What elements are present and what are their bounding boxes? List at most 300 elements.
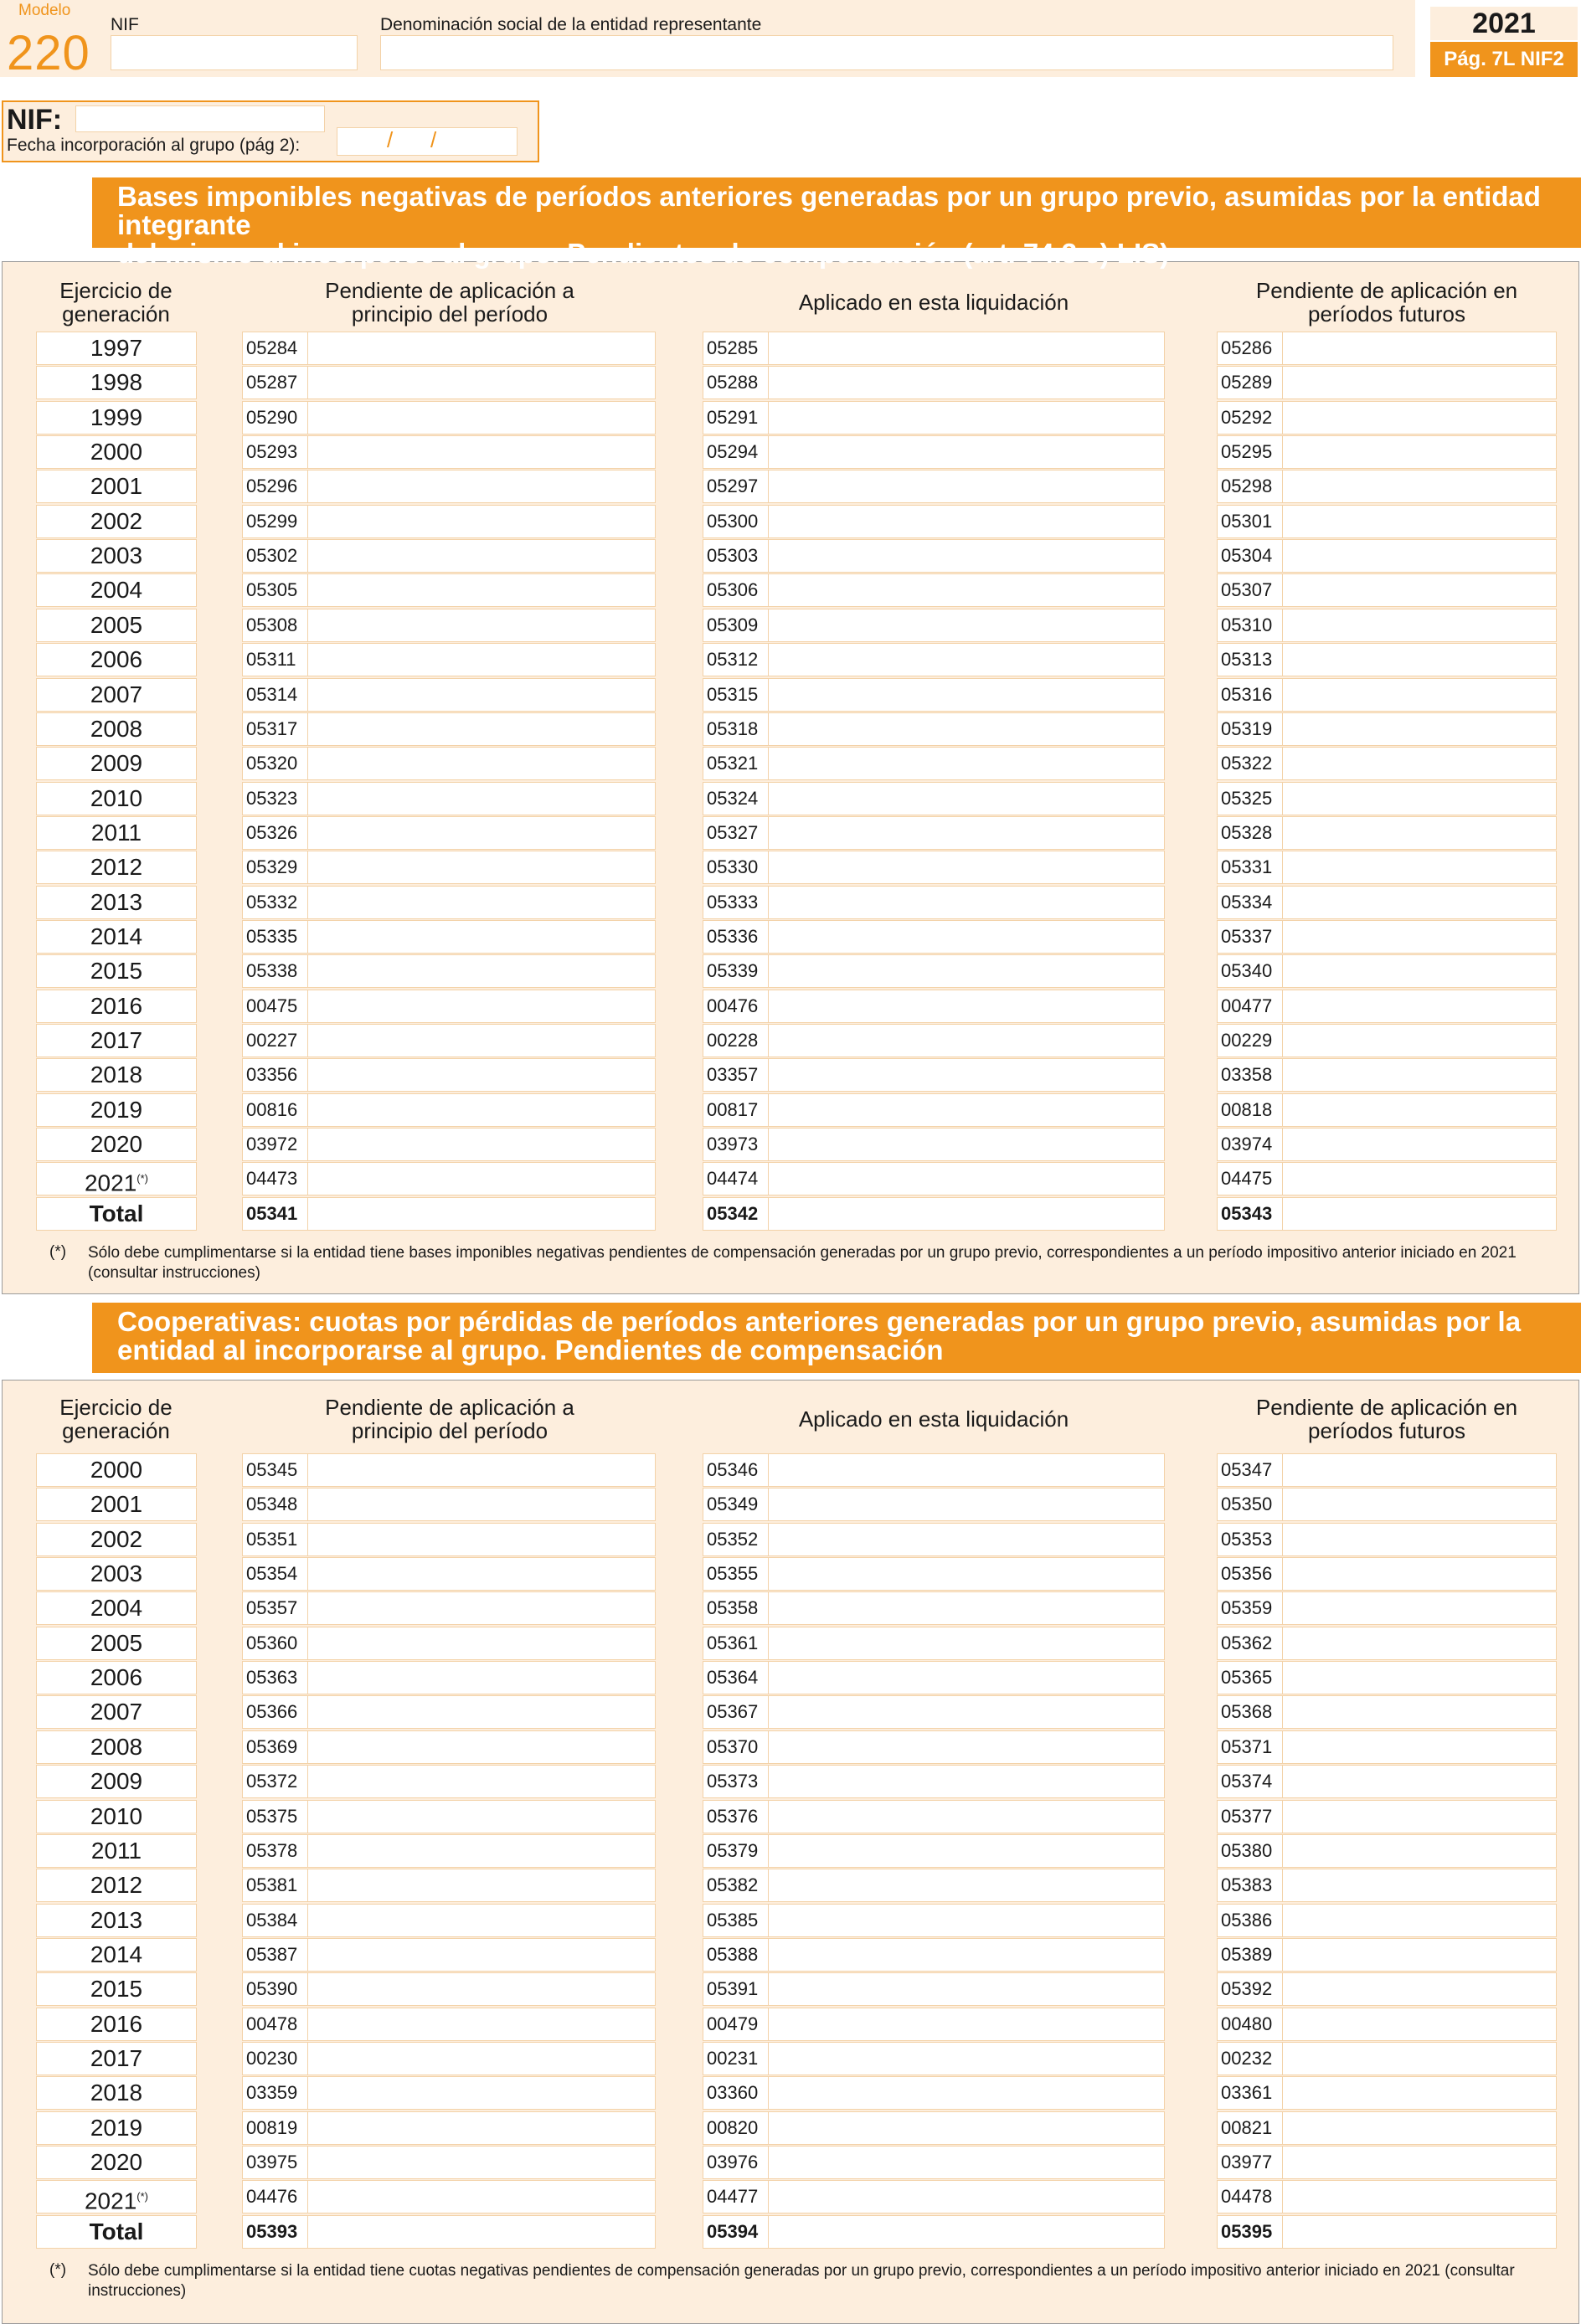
nif-section-label: NIF:	[7, 104, 63, 136]
box-code: 05317	[243, 713, 308, 745]
box-code: 05379	[703, 1835, 769, 1867]
year-text: 2015	[90, 1976, 143, 2003]
amount-field-b[interactable]	[703, 2180, 1165, 2213]
col-a-line1: Pendiente de aplicación a	[325, 278, 574, 303]
box-code: 05316	[1218, 679, 1283, 711]
box-code: 00227	[243, 1025, 308, 1057]
box-code: 05304	[1218, 540, 1283, 572]
table-row	[1, 2042, 1581, 2075]
box-code: 05368	[1218, 1696, 1283, 1728]
amount-field-a[interactable]	[242, 2146, 656, 2179]
box-code: 05382	[703, 1869, 769, 1901]
box-code: 05342	[703, 1198, 769, 1230]
box-code: 05340	[1218, 955, 1283, 987]
box-code: 05339	[703, 955, 769, 987]
box-code: 04476	[243, 2181, 308, 2213]
amount-field-b[interactable]	[703, 1591, 1165, 1625]
box-code: 00821	[1218, 2112, 1283, 2144]
box-code: 00480	[1218, 2008, 1283, 2040]
footnote-mark: (*)	[136, 1172, 148, 1185]
box-code: 00817	[703, 1094, 769, 1126]
amount-field-c[interactable]	[1217, 1523, 1557, 1556]
box-code: 00479	[703, 2008, 769, 2040]
amount-field-a[interactable]	[242, 1765, 656, 1798]
year-text: 2011	[90, 1837, 142, 1864]
amount-field-b[interactable]	[703, 1661, 1165, 1694]
box-code: 05365	[1218, 1662, 1283, 1694]
box-code: 05324	[703, 783, 769, 815]
box-code: 05298	[1218, 470, 1283, 502]
box-code: 05311	[243, 644, 308, 676]
col-a-line2: principio del período	[351, 301, 548, 326]
year-cell	[36, 2076, 197, 2110]
year-cell	[36, 1730, 197, 1764]
amount-field-b[interactable]	[703, 1834, 1165, 1868]
box-code: 05390	[243, 1973, 308, 2005]
section2-col-c-header	[1217, 1396, 1557, 1442]
year-text: 1999	[90, 404, 143, 430]
table-row	[1, 2180, 1581, 2213]
year-cell	[36, 1765, 197, 1798]
section2-note: Sólo debe cumplimentarse si la entidad tiene cuotas negativas pendientes de compensación generadas por un grupo previo, correspondientes a un período impositivo anterior iniciado en 2021 (consultar instrucciones)	[88, 2262, 1515, 2300]
box-code: 05289	[1218, 367, 1283, 398]
box-code: 05328	[1218, 817, 1283, 849]
amount-field-c[interactable]	[1217, 2146, 1557, 2179]
box-code: 05301	[1218, 506, 1283, 537]
amount-field-c[interactable]	[1217, 1765, 1557, 1798]
box-code: 05297	[703, 470, 769, 502]
amount-field-a[interactable]	[242, 1938, 656, 1972]
table-row	[1, 1972, 1581, 2006]
page-badge: Pág. 7L NIF2	[1430, 42, 1578, 77]
amount-field-c[interactable]	[1217, 1800, 1557, 1833]
year-cell	[36, 1800, 197, 1833]
box-code: 05361	[703, 1627, 769, 1659]
box-code: 05384	[243, 1905, 308, 1936]
box-code: 05322	[1218, 748, 1283, 779]
box-code: 05312	[703, 644, 769, 676]
box-code: 05338	[243, 955, 308, 987]
amount-field-c[interactable]	[1217, 1938, 1557, 1972]
table-row	[1, 1627, 1581, 1660]
box-code: 05287	[243, 367, 308, 398]
section2-col-a-header	[244, 1396, 656, 1442]
box-code: 05325	[1218, 783, 1283, 815]
table-row	[1, 1869, 1581, 1902]
year-text: 2012	[90, 854, 143, 881]
box-code: 05314	[243, 679, 308, 711]
amount-field-c[interactable]	[1217, 1972, 1557, 2006]
amount-field-c[interactable]	[1217, 2215, 1557, 2249]
year-cell	[36, 1488, 197, 1521]
year-text: 2001	[90, 473, 143, 500]
box-code: 05284	[243, 332, 308, 364]
year-cell	[36, 1938, 197, 1972]
amount-field-a[interactable]	[242, 2008, 656, 2041]
box-code: 05345	[243, 1454, 308, 1486]
amount-field-a[interactable]	[242, 2180, 656, 2213]
box-code: 05309	[703, 609, 769, 641]
amount-field-b[interactable]	[703, 2146, 1165, 2179]
box-code: 05371	[1218, 1731, 1283, 1763]
section2-frame	[2, 1380, 1579, 2324]
box-code: 00818	[1218, 1094, 1283, 1126]
box-code: 00820	[703, 2112, 769, 2144]
amount-field-a[interactable]	[242, 1869, 656, 1902]
year-text: 2016	[90, 992, 143, 1019]
year-text: 2009	[90, 750, 143, 777]
box-code: 00229	[1218, 1025, 1283, 1057]
amount-field-a[interactable]	[242, 1972, 656, 2006]
year-cell	[36, 1972, 197, 2006]
box-code: 05285	[703, 332, 769, 364]
box-code: 05367	[703, 1696, 769, 1728]
amount-field-a[interactable]	[242, 1800, 656, 1833]
year-cell	[36, 1904, 197, 1937]
table-row	[1, 1661, 1581, 1694]
box-code: 05331	[1218, 851, 1283, 883]
box-code: 05388	[703, 1939, 769, 1971]
year-text: 2017	[90, 1027, 143, 1053]
box-code: 05359	[1218, 1592, 1283, 1624]
box-code: 03974	[1218, 1129, 1283, 1160]
box-code: 05305	[243, 574, 308, 606]
box-code: 05394	[703, 2216, 769, 2248]
box-code: 05327	[703, 817, 769, 849]
box-code: 05332	[243, 887, 308, 918]
col-c-line2: períodos futuros	[1308, 301, 1465, 326]
year-text: 2012	[90, 1872, 143, 1899]
total-label	[36, 2215, 197, 2249]
box-code: 05321	[703, 748, 769, 779]
year-text: 2013	[90, 1906, 143, 1933]
year-cell	[36, 1695, 197, 1729]
amount-field-b[interactable]	[703, 2111, 1165, 2145]
amount-field-c[interactable]	[1217, 1661, 1557, 1694]
year-text: 2007	[90, 1699, 143, 1725]
amount-field-a[interactable]	[242, 2111, 656, 2145]
year-text: 2000	[90, 439, 143, 465]
box-code: 03977	[1218, 2147, 1283, 2178]
amount-field-b[interactable]	[703, 1972, 1165, 2006]
box-code: 05355	[703, 1558, 769, 1590]
col-a-line1: Pendiente de aplicación a	[325, 1395, 574, 1420]
box-code: 05294	[703, 436, 769, 468]
box-code: 05346	[703, 1454, 769, 1486]
box-code: 03360	[703, 2077, 769, 2109]
year-text: 2016	[90, 2010, 143, 2037]
year-text: 2010	[90, 784, 143, 811]
amount-field-c[interactable]	[1217, 1904, 1557, 1937]
box-code: 05302	[243, 540, 308, 572]
table-row	[1, 1557, 1581, 1591]
box-code: 05329	[243, 851, 308, 883]
box-code: 03358	[1218, 1059, 1283, 1091]
table-row	[1, 2111, 1581, 2145]
year-cell	[36, 1661, 197, 1694]
amount-field-b[interactable]	[703, 1904, 1165, 1937]
table-row	[1, 1765, 1581, 1798]
section1-note: Sólo debe cumplimentarse si la entidad tiene bases imponibles negativas pendientes de compensación generadas por un grupo previo, correspondientes a un período impositivo anterior iniciado en 2021 (consultar instrucciones)	[88, 1244, 1517, 1282]
box-code: 05293	[243, 436, 308, 468]
box-code: 05354	[243, 1558, 308, 1590]
box-code: 03356	[243, 1059, 308, 1091]
year-cell	[36, 1834, 197, 1868]
box-code: 03361	[1218, 2077, 1283, 2109]
year-text: 2019	[90, 2114, 143, 2141]
amount-field-a[interactable]	[242, 2076, 656, 2110]
box-code: 03973	[703, 1129, 769, 1160]
box-code: 05288	[703, 367, 769, 398]
year-text: 2018	[90, 1062, 143, 1088]
amount-field-c[interactable]	[1217, 1869, 1557, 1902]
year-text: 1997	[90, 335, 143, 361]
amount-field-b[interactable]	[703, 2076, 1165, 2110]
amount-field-a[interactable]	[242, 2042, 656, 2075]
box-code: 03975	[243, 2147, 308, 2178]
year-cell	[36, 2111, 197, 2145]
amount-field-b[interactable]	[703, 1557, 1165, 1591]
amount-field-a[interactable]	[242, 1661, 656, 1694]
year-cell	[36, 2042, 197, 2075]
amount-field-b[interactable]	[703, 1695, 1165, 1729]
col-c-line1: Pendiente de aplicación en	[1255, 278, 1518, 303]
box-code: 05299	[243, 506, 308, 537]
box-code: 00476	[703, 990, 769, 1022]
year-text: 2001	[90, 1491, 143, 1518]
section2-title-line2: entidad al incorporarse al grupo. Pendientes de compensación	[117, 1334, 944, 1365]
amount-field-a[interactable]	[242, 1488, 656, 1521]
table-row	[1, 2008, 1581, 2041]
amount-field-a[interactable]	[242, 1627, 656, 1660]
year-text: 2006	[90, 646, 143, 673]
amount-field-c[interactable]	[1217, 1453, 1557, 1487]
modelo-number: 220	[7, 26, 90, 80]
year-text: 2005	[90, 1629, 143, 1656]
box-code: 05315	[703, 679, 769, 711]
box-code: 05303	[703, 540, 769, 572]
fecha-slash-1: /	[387, 127, 394, 152]
year-text: 2005	[90, 611, 143, 638]
year-text: 2011	[90, 819, 142, 846]
table-row	[1, 2146, 1581, 2179]
section2-col-year-header	[34, 1396, 198, 1442]
table-row	[1, 1591, 1581, 1625]
box-code: 05392	[1218, 1973, 1283, 2005]
footnote-mark: (*)	[136, 2190, 148, 2203]
box-code: 05310	[1218, 609, 1283, 641]
year-cell	[36, 2008, 197, 2041]
box-code: 03972	[243, 1129, 308, 1160]
year-cell	[36, 1591, 197, 1625]
year-text: 2014	[90, 923, 143, 949]
year-text: 2017	[90, 2044, 143, 2071]
box-code: 05334	[1218, 887, 1283, 918]
amount-field-b[interactable]	[703, 1523, 1165, 1556]
year-badge: 2021	[1430, 7, 1578, 40]
box-code: 05330	[703, 851, 769, 883]
box-code: 05291	[703, 402, 769, 434]
box-code: 00477	[1218, 990, 1283, 1022]
amount-field-c[interactable]	[1217, 1591, 1557, 1625]
box-code: 05357	[243, 1592, 308, 1624]
col-year-line2: generación	[62, 1418, 170, 1443]
amount-field-b[interactable]	[703, 2008, 1165, 2041]
year-text: 2008	[90, 1733, 143, 1760]
amount-field-c[interactable]	[1217, 1834, 1557, 1868]
table-row	[1, 1523, 1581, 1556]
box-code: 05389	[1218, 1939, 1283, 1971]
box-code: 00819	[243, 2112, 308, 2144]
amount-field-c[interactable]	[1217, 1695, 1557, 1729]
amount-field-b[interactable]	[703, 1938, 1165, 1972]
amount-field-b[interactable]	[703, 1627, 1165, 1660]
box-code: 05362	[1218, 1627, 1283, 1659]
box-code: 00231	[703, 2043, 769, 2075]
amount-field-c[interactable]	[1217, 2076, 1557, 2110]
year-cell	[36, 1557, 197, 1591]
amount-field-a[interactable]	[242, 1453, 656, 1487]
box-code: 04474	[703, 1163, 769, 1195]
box-code: 05356	[1218, 1558, 1283, 1590]
amount-field-b[interactable]	[703, 2042, 1165, 2075]
col-a-line2: principio del período	[351, 1418, 548, 1443]
amount-field-c[interactable]	[1217, 1730, 1557, 1764]
section1-note-mark: (*)	[49, 1243, 67, 1261]
amount-field-a[interactable]	[242, 1557, 656, 1591]
amount-field-a[interactable]	[242, 1730, 656, 1764]
box-code: 05369	[243, 1731, 308, 1763]
year-text: 1998	[90, 369, 143, 396]
amount-field-a[interactable]	[242, 1695, 656, 1729]
year-text: 2008	[90, 715, 143, 742]
box-code: 05374	[1218, 1766, 1283, 1797]
box-code: 05373	[703, 1766, 769, 1797]
section2-title	[92, 1303, 1581, 1373]
amount-field-c[interactable]	[1217, 2042, 1557, 2075]
year-text: Total	[89, 2218, 144, 2244]
box-code: 05326	[243, 817, 308, 849]
year-text: Total	[89, 1200, 144, 1226]
year-text: 2020	[90, 2149, 143, 2175]
year-text: 2002	[90, 1525, 143, 1552]
amount-field-a[interactable]	[242, 2215, 656, 2249]
amount-field-b[interactable]	[703, 1765, 1165, 1798]
box-code: 05383	[1218, 1869, 1283, 1901]
box-code: 05352	[703, 1524, 769, 1555]
box-code: 05385	[703, 1905, 769, 1936]
box-code: 00475	[243, 990, 308, 1022]
box-code: 05323	[243, 783, 308, 815]
box-code: 04475	[1218, 1163, 1283, 1195]
amount-field-b[interactable]	[703, 1488, 1165, 1521]
box-code: 03976	[703, 2147, 769, 2178]
section2-title-line1: Cooperativas: cuotas por pérdidas de períodos anteriores generadas por un grupo previo, asumidas por la	[117, 1306, 1522, 1337]
amount-field-a[interactable]	[242, 1523, 656, 1556]
box-code: 00478	[243, 2008, 308, 2040]
box-code: 04473	[243, 1163, 308, 1195]
year-text: 2007	[90, 681, 143, 707]
total-row	[1, 2215, 1581, 2249]
year-cell	[36, 1627, 197, 1660]
year-cell	[36, 1523, 197, 1556]
box-code: 05308	[243, 609, 308, 641]
amount-field-a[interactable]	[242, 1904, 656, 1937]
box-code: 05378	[243, 1835, 308, 1867]
year-text: 2004	[90, 577, 143, 604]
box-code: 05318	[703, 713, 769, 745]
box-code: 05319	[1218, 713, 1283, 745]
amount-field-c[interactable]	[1217, 2111, 1557, 2145]
box-code: 05313	[1218, 644, 1283, 676]
table-row	[1, 1488, 1581, 1521]
box-code: 05290	[243, 402, 308, 434]
box-code: 05395	[1218, 2216, 1283, 2248]
box-code: 05353	[1218, 1524, 1283, 1555]
section1-col-b-header: Aplicado en esta liquidación	[798, 290, 1069, 315]
section1-title-line1: Bases imponibles negativas de períodos anteriores generadas por un grupo previo, asumidas por la entidad integrante	[117, 181, 1541, 240]
amount-field-c[interactable]	[1217, 1488, 1557, 1521]
amount-field-c[interactable]	[1217, 2008, 1557, 2041]
section1-title-line2: del mismo al incorporse al grupo. Pendientes de compensación (art. 74.3 e) LIS)	[117, 238, 1170, 269]
amount-field-c[interactable]	[1217, 2180, 1557, 2213]
box-code: 05375	[243, 1801, 308, 1833]
amount-field-b[interactable]	[703, 1453, 1165, 1487]
year-text: 2003	[90, 1560, 143, 1587]
box-code: 05366	[243, 1696, 308, 1728]
box-code: 05393	[243, 2216, 308, 2248]
box-code: 05320	[243, 748, 308, 779]
amount-field-b[interactable]	[703, 2215, 1165, 2249]
modelo-label: Modelo	[18, 2, 71, 19]
amount-field-a[interactable]	[242, 1591, 656, 1625]
box-code: 03359	[243, 2077, 308, 2109]
box-code: 05358	[703, 1592, 769, 1624]
box-code: 05296	[243, 470, 308, 502]
box-code: 05377	[1218, 1801, 1283, 1833]
amount-field-c[interactable]	[1217, 1557, 1557, 1591]
box-code: 05286	[1218, 332, 1283, 364]
box-code: 05300	[703, 506, 769, 537]
box-code: 05295	[1218, 436, 1283, 468]
amount-field-c[interactable]	[1217, 1627, 1557, 1660]
year-text: 2020	[90, 1131, 143, 1158]
table-row	[1, 1695, 1581, 1729]
box-code: 05337	[1218, 921, 1283, 953]
year-text: 2021	[84, 1170, 137, 1196]
year-text: 2021	[84, 2188, 137, 2214]
amount-field-b[interactable]	[703, 1730, 1165, 1764]
amount-field-b[interactable]	[703, 1800, 1165, 1833]
table-row	[1, 1800, 1581, 1833]
box-code: 05372	[243, 1766, 308, 1797]
section2-col-b-header: Aplicado en esta liquidación	[798, 1406, 1069, 1432]
box-code: 00232	[1218, 2043, 1283, 2075]
denominacion-label: Denominación social de la entidad representante	[380, 15, 762, 34]
box-code: 05391	[703, 1973, 769, 2005]
year-text: 2018	[90, 2080, 143, 2106]
amount-field-a[interactable]	[242, 1834, 656, 1868]
col-c-line1: Pendiente de aplicación en	[1255, 1395, 1518, 1420]
table-row	[1, 1730, 1581, 1764]
box-code: 05380	[1218, 1835, 1283, 1867]
box-code: 04477	[703, 2181, 769, 2213]
box-code: 05350	[1218, 1488, 1283, 1520]
year-text: 2006	[90, 1664, 143, 1691]
table-row	[1, 1938, 1581, 1972]
amount-field-b[interactable]	[703, 1869, 1165, 1902]
box-code: 00230	[243, 2043, 308, 2075]
